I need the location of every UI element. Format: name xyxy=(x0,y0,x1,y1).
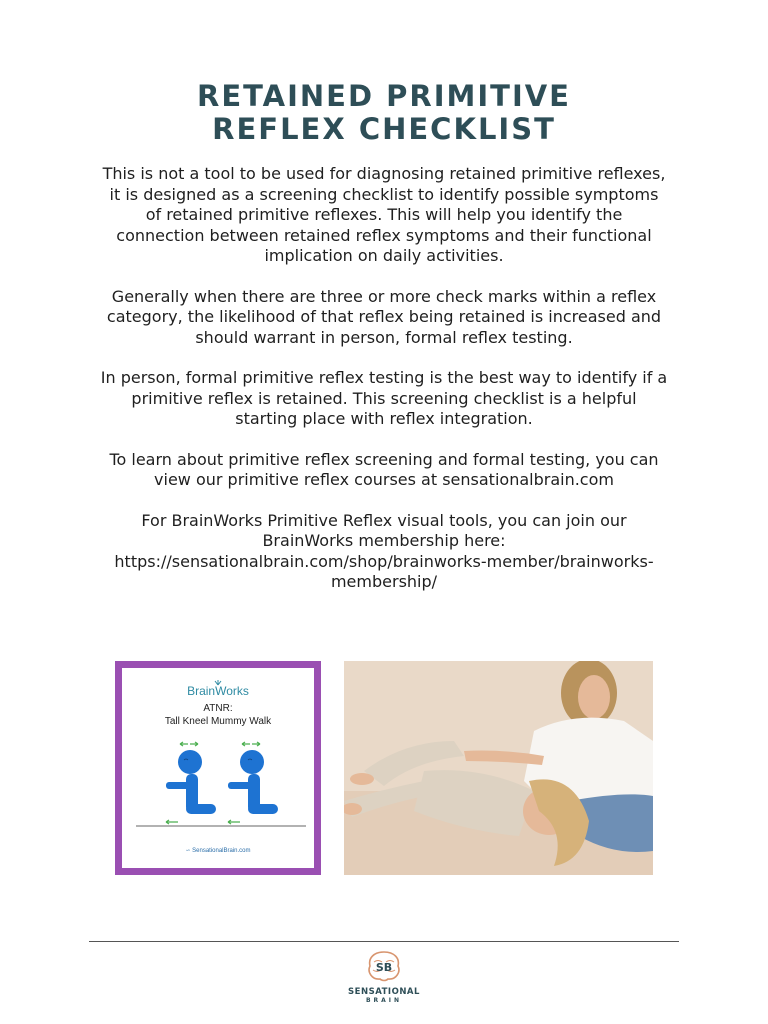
logo-subword: BRAIN xyxy=(365,997,403,1004)
brain-logo-icon xyxy=(364,950,404,982)
swoosh-icon: ∽ xyxy=(185,848,193,854)
intro-text xyxy=(100,164,668,593)
paragraph-courses: To learn about primitive reflex screening and formal testing, you can view our primitive reflex courses at sensationalbrain.com xyxy=(109,449,659,489)
paragraph-disclaimer: This is not a tool to be used for diagnosing retained primitive reflexes, it is designed as a screening checklist to identify possible symptoms of retained primitive reflexes. This will help you identify the connection between retained reflex symptoms and their functional implication on daily activities. xyxy=(102,164,666,265)
svg-text:SB: SB xyxy=(375,961,393,974)
card-exercise-name: Tall Kneel Mummy Walk xyxy=(164,716,272,727)
footer-divider xyxy=(89,941,679,942)
kneeling-figures-illustration xyxy=(136,740,306,830)
title-line-1: RETAINED PRIMITIVE xyxy=(196,79,571,113)
paragraph-formal-testing: In person, formal primitive reflex testing is the best way to identify if a primitive reflex is retained. This screening checklist is a helpful starting place with reflex integration. xyxy=(100,368,668,428)
card-reflex-name: ATNR: xyxy=(203,703,233,714)
logo-wordmark: SENSATIONAL xyxy=(348,987,420,997)
sensational-brain-logo xyxy=(346,950,422,1004)
card-footer-brand: ∽ SensationalBrain.com xyxy=(185,848,251,854)
membership-url[interactable]: https://sensationalbrain.com/shop/brainworks-member/brainworks-membership/ xyxy=(114,551,654,591)
title-line-2: REFLEX CHECKLIST xyxy=(212,112,556,146)
brainworks-brand: BrainWorks xyxy=(122,680,314,698)
paragraph-check-marks: Generally when there are three or more check marks within a reflex category, the likelihood of that reflex being retained is increased and should warrant in person, formal reflex testing. xyxy=(106,286,662,347)
mother-child-photo xyxy=(344,661,653,875)
membership-text: For BrainWorks Primitive Reflex visual tools, you can join our BrainWorks membership here: xyxy=(141,510,627,550)
page-title xyxy=(0,80,768,146)
brainworks-card xyxy=(115,661,321,875)
paragraph-membership xyxy=(100,511,668,593)
